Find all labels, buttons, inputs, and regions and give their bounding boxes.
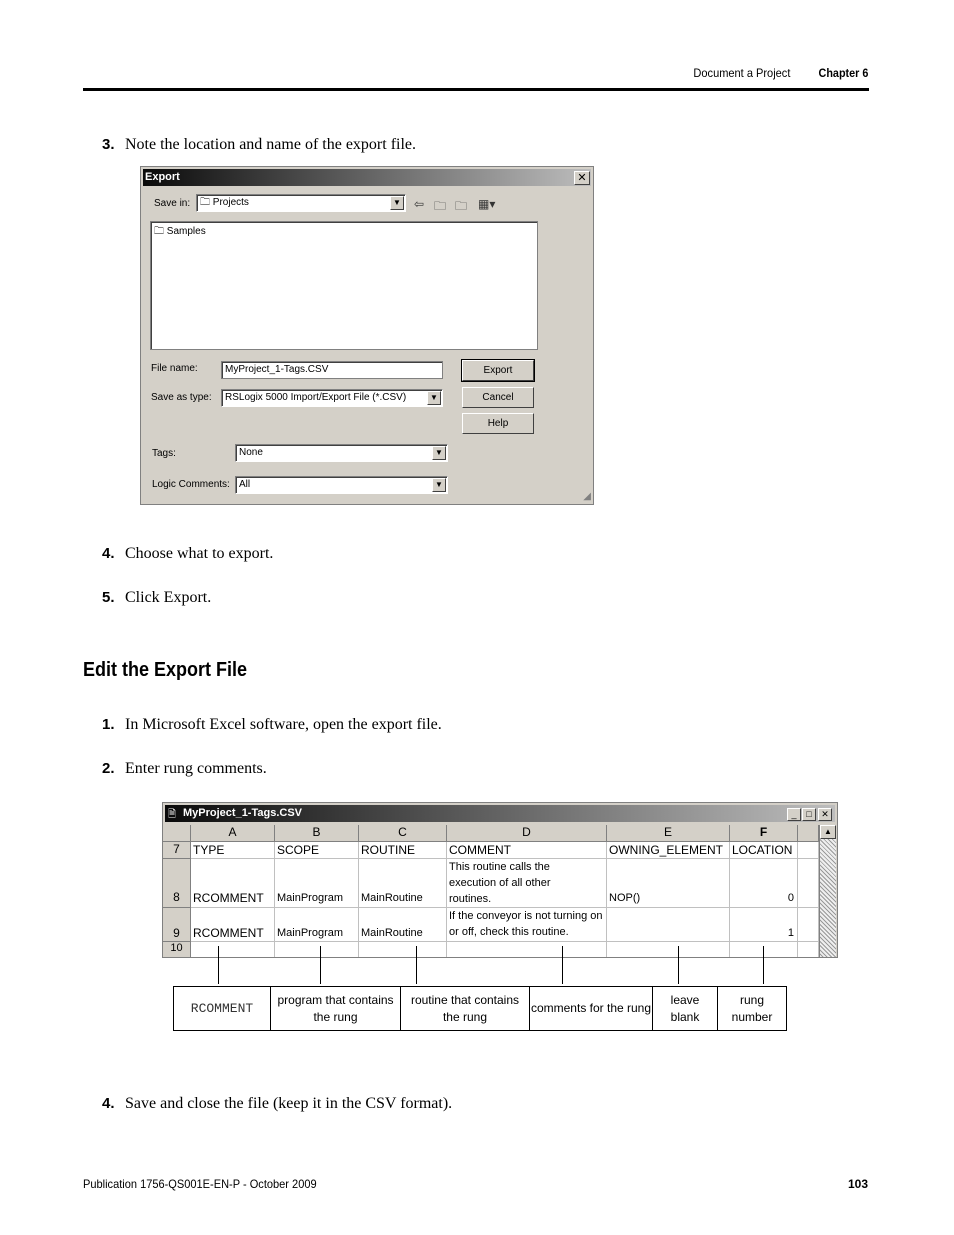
table-cell[interactable]: RCOMMENT [191, 859, 275, 908]
save-type-label: Save as type: [151, 392, 212, 403]
column-header-c[interactable]: C [359, 825, 447, 842]
back-arrow-icon[interactable]: ⇦ [414, 197, 425, 211]
table-cell[interactable] [607, 942, 730, 958]
up-folder-icon[interactable]: 🗀 [434, 199, 447, 213]
page-number: 103 [847, 1177, 868, 1191]
callout-line [678, 946, 679, 984]
table-cell[interactable] [798, 908, 819, 942]
table-cell[interactable] [607, 908, 730, 942]
table-cell[interactable]: 0 [730, 859, 798, 908]
folder-icon: 🗀 [200, 197, 210, 208]
table-cell[interactable]: RCOMMENT [191, 908, 275, 942]
table-cell[interactable]: NOP() [607, 859, 730, 908]
chevron-up-icon[interactable]: ▲ [820, 825, 836, 839]
table-cell[interactable]: LOCATION [730, 842, 798, 859]
close-button[interactable]: ✕ [574, 171, 590, 185]
column-header-blank [798, 825, 819, 842]
header-rule [83, 88, 869, 91]
column-legend [173, 986, 787, 1031]
step-edit-2: 2. Enter rung comments. [102, 760, 267, 777]
legend-leave-blank: leave blank [653, 987, 718, 1030]
table-cell[interactable] [447, 942, 607, 958]
callout-line [562, 946, 563, 984]
table-cell[interactable]: TYPE [191, 842, 275, 859]
help-button[interactable]: Help [462, 413, 534, 434]
row-header-7[interactable]: 7 [163, 842, 191, 859]
logic-comments-label: Logic Comments: [152, 479, 230, 490]
save-in-dropdown[interactable]: 🗀 Projects ▼ [196, 194, 406, 212]
step-edit-1: 1. In Microsoft Excel software, open the export file. [102, 716, 442, 733]
save-type-dropdown[interactable]: RSLogix 5000 Import/Export File (*.CSV) ▼ [221, 389, 443, 407]
view-menu-icon[interactable]: ▦▾ [478, 197, 496, 211]
table-cell[interactable]: MainProgram [275, 908, 359, 942]
table-cell[interactable] [798, 942, 819, 958]
row-header-8[interactable]: 8 [163, 859, 191, 908]
table-cell[interactable] [359, 942, 447, 958]
table-cell[interactable] [798, 842, 819, 859]
table-cell[interactable] [730, 942, 798, 958]
column-header-e[interactable]: E [607, 825, 730, 842]
tags-label: Tags: [152, 448, 176, 459]
legend-routine: routine that contains the rung [401, 987, 530, 1030]
callout-line [763, 946, 764, 984]
tags-dropdown[interactable]: None ▼ [235, 444, 448, 462]
dialog-title: Export [145, 171, 180, 183]
table-cell[interactable]: MainRoutine [359, 908, 447, 942]
step-5: 5. Click Export. [102, 589, 212, 606]
table-cell[interactable] [191, 942, 275, 958]
callout-line [416, 946, 417, 984]
file-name-label: File name: [151, 363, 198, 374]
column-header-f[interactable]: F [730, 825, 798, 842]
step-edit-4: 4. Save and close the file (keep it in the CSV format). [102, 1095, 453, 1112]
new-folder-icon[interactable]: 🗀 [455, 199, 468, 213]
table-cell[interactable]: OWNING_ELEMENT [607, 842, 730, 859]
cancel-button[interactable]: Cancel [462, 387, 534, 408]
minimize-icon[interactable]: _ [787, 808, 801, 821]
step-3: 3. Note the location and name of the export file. [102, 136, 417, 153]
excel-window [162, 802, 838, 958]
table-cell[interactable] [798, 859, 819, 908]
callout-line [218, 946, 219, 984]
callout-line [320, 946, 321, 984]
row-header-9[interactable]: 9 [163, 908, 191, 942]
save-in-label: Save in: [154, 198, 191, 209]
resize-grip-icon[interactable]: ◢ [583, 491, 591, 502]
chevron-down-icon[interactable]: ▼ [432, 478, 446, 492]
close-icon[interactable]: ✕ [818, 808, 832, 821]
folder-icon: 🗀 [154, 226, 164, 237]
chevron-down-icon[interactable]: ▼ [432, 446, 446, 460]
export-dialog [140, 166, 594, 505]
maximize-icon[interactable]: □ [802, 808, 816, 821]
excel-title-bar [165, 805, 835, 822]
row-header-10[interactable]: 10 [163, 942, 191, 958]
logic-comments-dropdown[interactable]: All ▼ [235, 476, 448, 494]
section-title: Edit the Export File [83, 659, 248, 681]
list-item-samples[interactable]: 🗀 Samples [154, 226, 206, 237]
vertical-scrollbar[interactable] [819, 825, 836, 958]
document-icon: 🗎 [168, 809, 177, 820]
step-4: 4. Choose what to export. [102, 545, 274, 562]
table-cell[interactable] [275, 942, 359, 958]
table-cell[interactable]: COMMENT [447, 842, 607, 859]
file-name-input[interactable]: MyProject_1-Tags.CSV [221, 361, 443, 379]
excel-title: MyProject_1-Tags.CSV [183, 807, 303, 819]
select-all-corner[interactable] [163, 825, 191, 842]
file-list[interactable] [150, 221, 538, 350]
legend-comments: comments for the rung [530, 987, 653, 1030]
legend-rung-number: rung number [731, 992, 773, 1024]
chevron-down-icon[interactable]: ▼ [427, 391, 441, 405]
dialog-title-bar [143, 169, 591, 186]
table-cell[interactable]: If the conveyor is not turning on or off, check this routine. [447, 908, 607, 942]
table-cell[interactable]: 1 [730, 908, 798, 942]
legend-program: program that contains the rung [271, 987, 401, 1030]
header-chapter: Chapter 6 [818, 66, 868, 80]
table-cell[interactable]: MainRoutine [359, 859, 447, 908]
chevron-down-icon[interactable]: ▼ [390, 196, 404, 210]
column-header-b[interactable]: B [275, 825, 359, 842]
footer-publication: Publication 1756-QS001E-EN-P - October 2009 [83, 1177, 317, 1191]
table-cell[interactable]: This routine calls the execution of all other routines. [447, 859, 607, 908]
table-cell[interactable]: MainProgram [275, 859, 359, 908]
legend-rcomment: RCOMMENT [174, 987, 271, 1030]
column-header-d[interactable]: D [447, 825, 607, 842]
export-button[interactable]: Export [462, 360, 534, 381]
table-cell[interactable]: ROUTINE [359, 842, 447, 859]
table-cell[interactable]: SCOPE [275, 842, 359, 859]
header-section: Document a Project [693, 66, 790, 80]
column-header-a[interactable]: A [191, 825, 275, 842]
